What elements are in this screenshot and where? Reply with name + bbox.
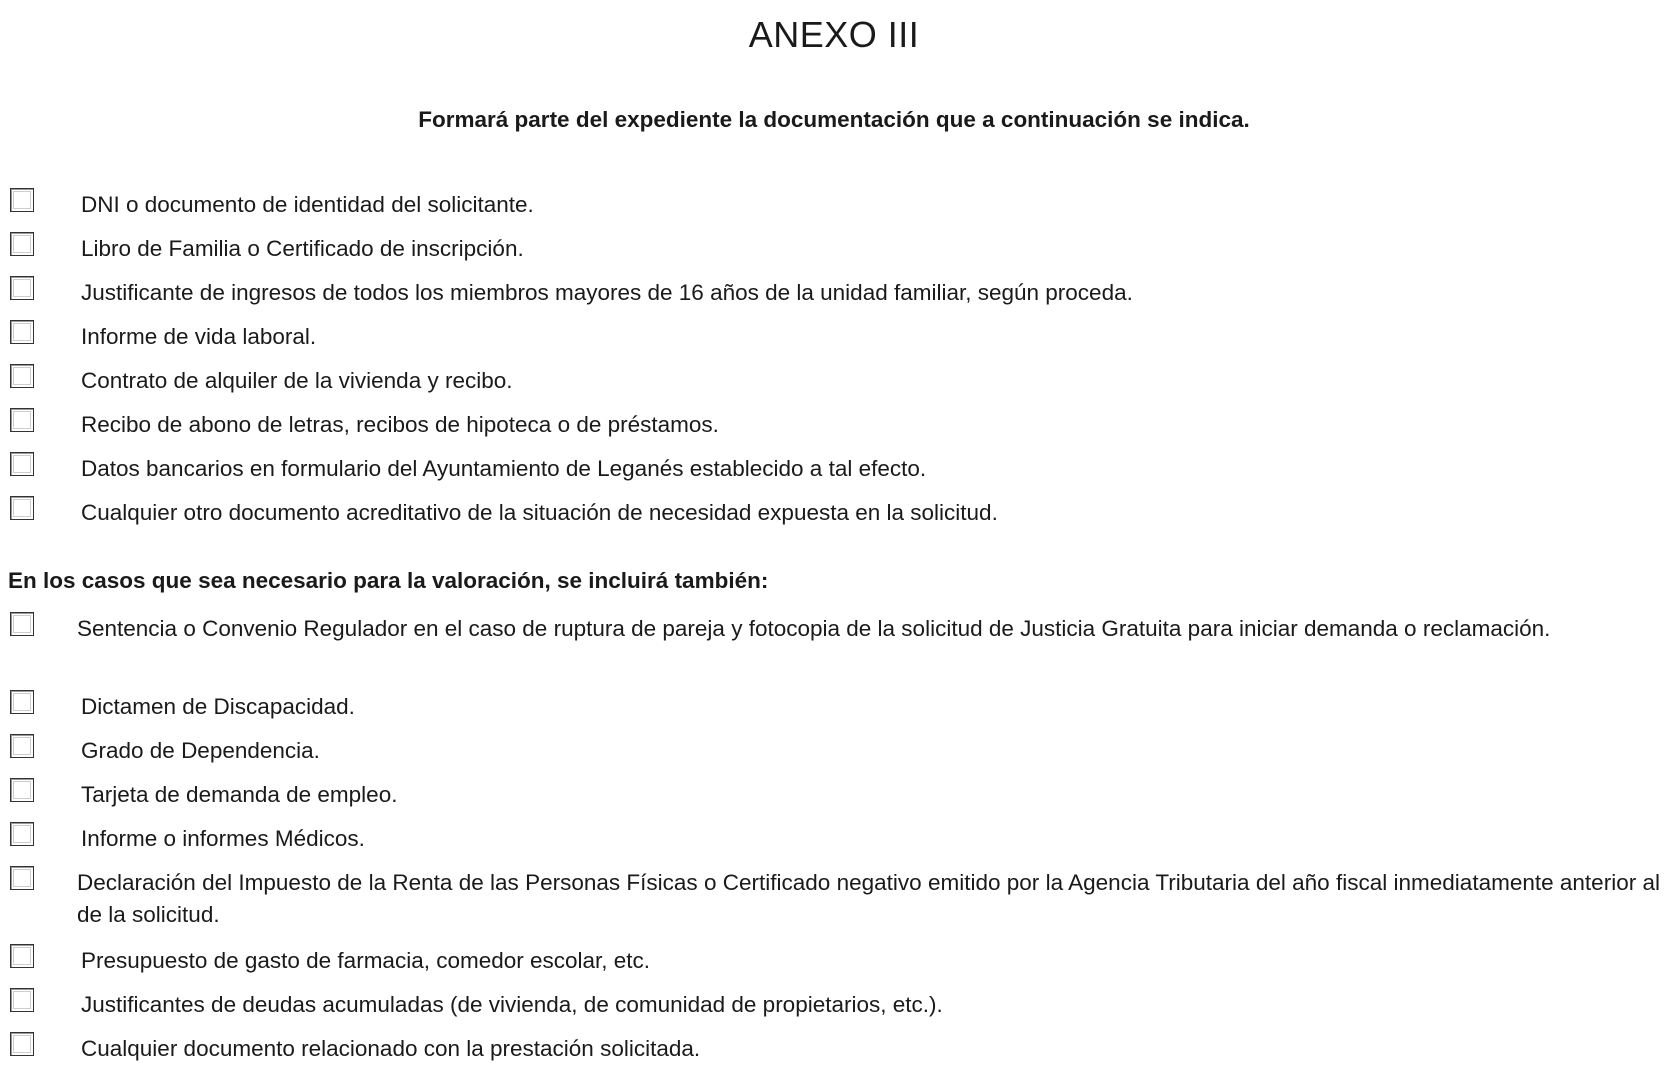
- checkbox[interactable]: [10, 320, 34, 344]
- checklist-item-label: Cualquier otro documento acreditativo de la situación de necesidad expuesta en la solicitud.: [81, 500, 998, 525]
- checkbox[interactable]: [10, 988, 34, 1012]
- checklist-item-label: Datos bancarios en formulario del Ayuntamiento de Leganés establecido a tal efecto.: [81, 456, 927, 481]
- checkbox[interactable]: [10, 364, 34, 388]
- checkbox[interactable]: [10, 612, 34, 636]
- checklist-item-label: Justificante de ingresos de todos los miembros mayores de 16 años de la unidad familiar, según proceda.: [81, 280, 1133, 305]
- checklist-item-label: Tarjeta de demanda de empleo.: [81, 782, 398, 807]
- checklist-item-label: DNI o documento de identidad del solicitante.: [81, 192, 534, 217]
- checkbox[interactable]: [10, 866, 34, 890]
- checkbox[interactable]: [10, 734, 34, 758]
- checklist-item-label: Recibo de abono de letras, recibos de hipoteca o de préstamos.: [81, 412, 719, 437]
- checkbox[interactable]: [10, 232, 34, 256]
- checklist-item-label: Contrato de alquiler de la vivienda y recibo.: [81, 368, 513, 393]
- checkbox[interactable]: [10, 778, 34, 802]
- checkbox[interactable]: [10, 496, 34, 520]
- document-title: ANEXO III: [748, 14, 920, 55]
- checklist-item-label: Presupuesto de gasto de farmacia, comedor escolar, etc.: [81, 948, 651, 973]
- checkbox[interactable]: [10, 690, 34, 714]
- checkbox[interactable]: [10, 276, 34, 300]
- checkbox[interactable]: [10, 408, 34, 432]
- checklist-item-label: Justificantes de deudas acumuladas (de vivienda, de comunidad de propietarios, etc.).: [81, 992, 943, 1017]
- checkbox[interactable]: [10, 452, 34, 476]
- checklist-item-label: Libro de Familia o Certificado de inscripción.: [81, 236, 524, 261]
- section-heading: En los casos que sea necesario para la valoración, se incluirá también:: [8, 568, 769, 593]
- checklist-item-label: Sentencia o Convenio Regulador en el caso de ruptura de pareja y fotocopia de la solicitud de Justicia Gratuita para iniciar demanda o reclamación.: [77, 616, 1551, 641]
- checklist-item-label: Informe de vida laboral.: [81, 324, 317, 349]
- checkbox[interactable]: [10, 822, 34, 846]
- checklist-item-label: Informe o informes Médicos.: [81, 826, 365, 851]
- checkbox[interactable]: [10, 188, 34, 212]
- checkbox[interactable]: [10, 944, 34, 968]
- checklist-item-label: Declaración del Impuesto de la Renta de las Personas Físicas o Certificado negativo emitido por la Agencia Tributaria del año fiscal inmediatamente anterior al de la solicitud.: [77, 870, 1660, 927]
- document-subtitle: Formará parte del expediente la documentación que a continuación se indica.: [418, 107, 1250, 132]
- checklist-item-label: Dictamen de Discapacidad.: [81, 694, 355, 719]
- checklist-item-label: Cualquier documento relacionado con la prestación solicitada.: [81, 1036, 701, 1061]
- checklist-item-label: Grado de Dependencia.: [81, 738, 320, 763]
- checkbox[interactable]: [10, 1032, 34, 1056]
